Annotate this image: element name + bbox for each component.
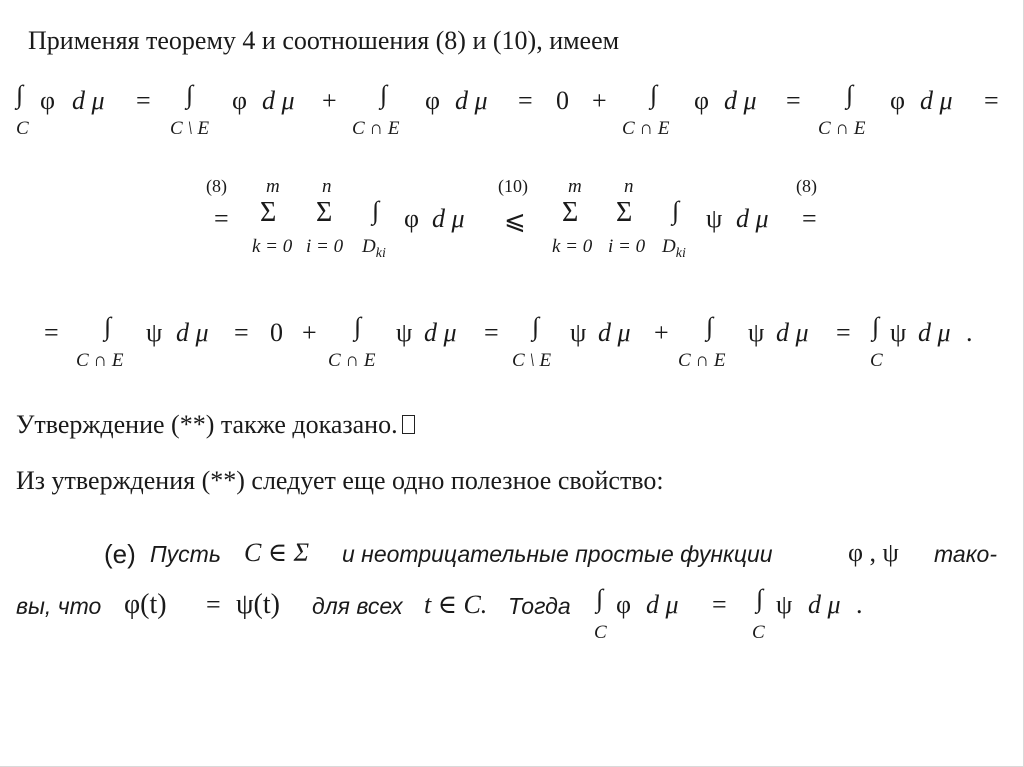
integral-sign: ∫ bbox=[756, 584, 764, 613]
d-mu: d μ bbox=[262, 86, 295, 115]
integral-limit: C ∩ E bbox=[818, 118, 866, 139]
plus-sign: + bbox=[592, 86, 607, 115]
phi-symbol: φ bbox=[232, 86, 248, 115]
equals-sign: = bbox=[802, 204, 817, 233]
integral-domain: $D_{ki}$ bbox=[662, 236, 686, 261]
sum-upper: m bbox=[266, 176, 280, 197]
d-mu: d μ bbox=[920, 86, 953, 115]
d-mu: d μ bbox=[918, 318, 951, 347]
psi-symbol: ψ bbox=[146, 318, 163, 347]
sum-sign: Σ bbox=[616, 197, 633, 228]
follows-text: Из утверждения (**) следует еще одно полезное свойство: bbox=[16, 466, 664, 495]
integral-limit: C ∩ E bbox=[76, 350, 124, 371]
d-mu: d μ bbox=[808, 590, 841, 619]
d-mu: d μ bbox=[424, 318, 457, 347]
integral-sign: ∫ bbox=[706, 312, 714, 341]
sum-upper: n bbox=[322, 176, 332, 197]
integral-limit: C bbox=[16, 118, 29, 139]
t-in-c: t ∈ C. bbox=[424, 590, 488, 619]
equals-sign: = bbox=[44, 318, 59, 347]
d-mu: d μ bbox=[736, 204, 769, 233]
property-such1: тако- bbox=[934, 541, 998, 567]
integral-sign: ∫ bbox=[104, 312, 112, 341]
sum-lower: k = 0 bbox=[552, 236, 593, 257]
d-mu: d μ bbox=[646, 590, 679, 619]
integral-sign: ∫ bbox=[372, 196, 380, 225]
psi-symbol: ψ bbox=[570, 318, 587, 347]
integral-sign: ∫ bbox=[672, 196, 680, 225]
zero: 0 bbox=[556, 86, 569, 115]
intro-text: Применяя теорему 4 и соотношения (8) и (10), имеем bbox=[28, 26, 620, 55]
equals-sign: = bbox=[484, 318, 499, 347]
integral-limit: C \ E bbox=[512, 350, 552, 371]
psi-symbol: ψ bbox=[890, 318, 907, 347]
integral-limit: C \ E bbox=[170, 118, 210, 139]
property-let: Пусть bbox=[150, 541, 221, 567]
equals-sign: = bbox=[206, 590, 221, 619]
psi-symbol: ψ bbox=[748, 318, 765, 347]
d-mu: d μ bbox=[455, 86, 488, 115]
end-period: . bbox=[966, 318, 973, 347]
phi-symbol: φ bbox=[40, 86, 56, 115]
integral-limit: C ∩ E bbox=[352, 118, 400, 139]
integral-sign: ∫ bbox=[16, 80, 24, 109]
integral-sign: ∫ bbox=[532, 312, 540, 341]
statement-text: Утверждение (**) также доказано. bbox=[16, 410, 398, 439]
statement-line bbox=[16, 410, 415, 440]
equals-sign: = bbox=[518, 86, 533, 115]
d-mu: d μ bbox=[598, 318, 631, 347]
integral-sign: ∫ bbox=[650, 80, 658, 109]
equals-sign: = bbox=[234, 318, 249, 347]
c-in-sigma: C ∈ Σ bbox=[244, 538, 310, 567]
psi-symbol: ψ bbox=[396, 318, 413, 347]
equals-sign: = bbox=[786, 86, 801, 115]
integral-limit: C bbox=[752, 622, 765, 643]
psi-symbol: ψ bbox=[776, 590, 793, 619]
sum-lower: i = 0 bbox=[608, 236, 646, 257]
d-mu: d μ bbox=[432, 204, 465, 233]
phi-of-t: φ(t) bbox=[124, 589, 167, 620]
property-such2: вы, что bbox=[16, 593, 102, 619]
plus-sign: + bbox=[302, 318, 317, 347]
plus-sign: + bbox=[322, 86, 337, 115]
equals-sign: = bbox=[836, 318, 851, 347]
property-for-all: для всех bbox=[312, 593, 403, 619]
integral-limit: C bbox=[594, 622, 607, 643]
leq-sign: ⩽ bbox=[504, 206, 526, 235]
integral-domain: $D_{ki}$ bbox=[362, 236, 386, 261]
sum-upper: m bbox=[568, 176, 582, 197]
integral-limit: C bbox=[870, 350, 883, 371]
relation-tag: (8) bbox=[796, 176, 817, 196]
integral-sign: ∫ bbox=[596, 584, 604, 613]
psi-symbol: ψ bbox=[706, 204, 723, 233]
d-mu: d μ bbox=[72, 86, 105, 115]
phi-psi: φ , ψ bbox=[848, 538, 899, 567]
phi-symbol: φ bbox=[425, 86, 441, 115]
sum-sign: Σ bbox=[316, 197, 333, 228]
equals-sign: = bbox=[214, 204, 229, 233]
equals-sign: = bbox=[712, 590, 727, 619]
equals-sign: = bbox=[984, 86, 999, 115]
sum-lower: i = 0 bbox=[306, 236, 344, 257]
relation-tag: (8) bbox=[206, 176, 227, 196]
phi-symbol: φ bbox=[694, 86, 710, 115]
end-period: . bbox=[856, 590, 863, 619]
integral-limit: C ∩ E bbox=[328, 350, 376, 371]
zero: 0 bbox=[270, 318, 283, 347]
phi-symbol: φ bbox=[404, 204, 420, 233]
sum-sign: Σ bbox=[260, 197, 277, 228]
integral-limit: C ∩ E bbox=[622, 118, 670, 139]
property-then: Тогда bbox=[508, 593, 571, 619]
d-mu: d μ bbox=[776, 318, 809, 347]
phi-symbol: φ bbox=[890, 86, 906, 115]
plus-sign: + bbox=[654, 318, 669, 347]
relation-tag: (10) bbox=[498, 176, 528, 196]
d-mu: d μ bbox=[724, 86, 757, 115]
integral-sign: ∫ bbox=[186, 80, 194, 109]
integral-sign: ∫ bbox=[354, 312, 362, 341]
sum-lower: k = 0 bbox=[252, 236, 293, 257]
qed-box-icon bbox=[402, 415, 415, 434]
d-mu: d μ bbox=[176, 318, 209, 347]
integral-limit: C ∩ E bbox=[678, 350, 726, 371]
property-label: (е) bbox=[104, 539, 136, 569]
sum-sign: Σ bbox=[562, 197, 579, 228]
equals-sign: = bbox=[136, 86, 151, 115]
integral-sign: ∫ bbox=[380, 80, 388, 109]
sum-upper: n bbox=[624, 176, 634, 197]
psi-of-t: ψ(t) bbox=[236, 589, 280, 620]
property-nonneg: и неотрицательные простые функции bbox=[342, 541, 773, 567]
integral-sign: ∫ bbox=[872, 312, 880, 341]
phi-symbol: φ bbox=[616, 590, 632, 619]
integral-sign: ∫ bbox=[846, 80, 854, 109]
